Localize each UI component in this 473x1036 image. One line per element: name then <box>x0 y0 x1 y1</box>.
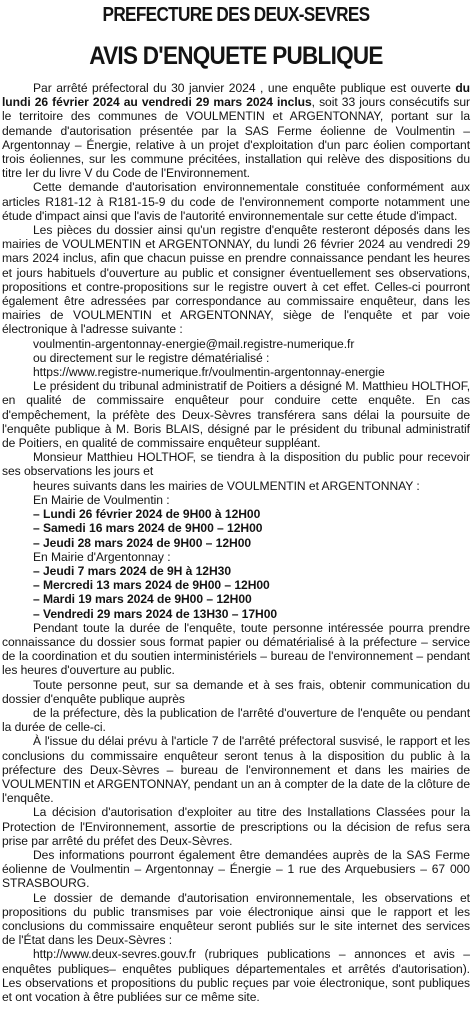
paragraph-study: Cette demande d'autorisation environnementale constituée conformément aux articles R181-12 à R181-15-9 du code de l'environnement comporte notamment une étude d'impact ainsi que l'avis de l'autorité environnementale sur cette étude d'impact. <box>2 180 470 223</box>
notice-body <box>2 81 470 1004</box>
text-segment: Par arrêté préfectoral du 30 janvier 2024 , une enquête publique est ouverte <box>33 81 456 95</box>
session-item: – Mardi 19 mars 2024 de 9H00 – 12H00 <box>33 592 252 607</box>
argentonnay-heading: En Mairie d'Argentonnay : <box>33 549 171 564</box>
session-item: – Jeudi 7 mars 2024 de 9H à 12H30 <box>33 563 232 578</box>
session-item: – Jeudi 28 mars 2024 de 9H00 – 12H00 <box>33 535 252 550</box>
permanence-continued: heures suivants dans les mairies de VOULMENTIN et ARGENTONNAY : <box>33 478 420 493</box>
paragraph-communication: Toute personne peut, sur sa demande et à ses frais, obtenir communication du dossier d'enquête publique auprès <box>2 677 470 706</box>
session-item: – Lundi 26 février 2024 de 9H00 à 12H00 <box>33 507 261 522</box>
paragraph-dossier: Les pièces du dossier ainsi qu'un registre d'enquête resteront déposés dans les mairies de VOULMENTIN et ARGENTONNAY, du lundi 26 février 2024 au vendredi 29 mars 2024 inclus, afin que chacun puisse en prendre connaissance pendant les heures et jours habituels d'ouverture au public et consigner éventuellement ses observations, propositions et contre-propositions sur le registre ouvert à cet effet. Celles-ci pourront également être adressées par correspondance au commissaire enquêteur, dans les mairies de VOULMENTIN et ARGENTONNAY, siège de l'enquête et par voie électronique à l'adresse suivante : <box>2 223 470 337</box>
notice-title: AVIS D'ENQUETE PUBLIQUE <box>89 42 383 70</box>
paragraph-permanence: Monsieur Matthieu HOLTHOF, se tiendra à la disposition du public pour recevoir ses observations les jours et <box>2 450 470 479</box>
session-item: – Samedi 16 mars 2024 de 9H00 – 12H00 <box>33 521 263 536</box>
communication-continued: de la préfecture, dès la publication de l'arrêté d'ouverture de l'enquête ou pendant la durée de celle-ci. <box>2 705 470 735</box>
paragraph-commissioner: Le président du tribunal administratif de Poitiers a désigné M. Matthieu HOLTHOF, en qualité de commissaire enquêteur pour conduire cette enquête. En cas d'empêchement, la préfète des Deux-Sèvres transférera sans délai la poursuite de l'enquête publique à M. Boris BLAIS, désigné par le président du tribunal administratif de Poitiers, en qualité de commissaire enquêteur suppléant. <box>2 379 470 451</box>
session-item: – Vendredi 29 mars 2024 de 13H30 – 17H00 <box>33 606 278 621</box>
email-address: voulmentin-argentonnay-energie@mail.registre-numerique.fr <box>33 336 355 351</box>
paragraph-publication: Le dossier de demande d'autorisation environnementale, les observations et propositions du public transmises par voie électronique ainsi que le rapport et les conclusions du commissaire enquêteur seront publiés sur le site internet des services de l'État dans les Deux-Sèvres : <box>2 890 470 948</box>
session-item: – Mercredi 13 mars 2024 de 9H00 – 12H00 <box>33 578 270 593</box>
paragraph-opening <box>2 81 470 180</box>
paragraph-consultation: Pendant toute la durée de l'enquête, toute personne intéressée pourra prendre connaissance du dossier sous format papier ou dématérialisé à la préfecture – service de la coordination et du soutien interministériels – bureau de l'environnement – pendant les heures d'ouverture au public. <box>2 620 470 678</box>
registre-url: https://www.registre-numerique.fr/voulmentin-argentonnay-energie <box>33 365 385 380</box>
text-segment: , soit 33 jours consécutifs sur le territoire des communes de VOULMENTIN et ARGENTONNAY, portant sur la demande d'autorisation présentée par la SAS Ferme éolienne de Voulmentin – Argentonnay – Énergie, relative à un projet d'exploitation d'un parc éolien comportant trois éoliennes, sur les commune précitées, installation qui relève des dispositions du titre Ier du livre V du Code de l'Environnement. <box>2 95 470 181</box>
enquiry-dates: du lundi 26 février 2024 au vendredi 29 mars 2024 inclus <box>2 81 470 110</box>
prefecture-title: PREFECTURE DES DEUX-SEVRES <box>102 4 370 26</box>
paragraph-report: À l'issue du délai prévu à l'article 7 de l'arrêté préfectoral susvisé, le rapport et les conclusions du commissaire enquêteur seront tenus à la disposition du public à la préfecture des Deux-Sèvres – bureau de l'environnement et dans les mairies de VOULMENTIN et ARGENTONNAY, pendant un an à compter de la date de la clôture de l'enquête. <box>2 734 470 806</box>
registre-intro: ou directement sur le registre dématérialisé : <box>33 350 270 365</box>
paragraph-information: Des informations pourront également être demandées auprès de la SAS Ferme éolienne de Voulmentin – Argentonnay – Énergie – 1 rue des Arquebusiers – 67 000 STRASBOURG. <box>2 847 470 891</box>
paragraph-website: http://www.deux-sevres.gouv.fr (rubriques publications – annonces et avis – enquêtes publiques– enquêtes publiques départementales et arrêtés d'autorisation). Les observations et propositions du public reçues par voie électronique, sont publiques et ont vocation à être publiées sur ce même site. <box>2 947 470 1004</box>
paragraph-decision: La décision d'autorisation d'exploiter au titre des Installations Classées pour la Protection de l'Environnement, assortie de prescriptions ou la décision de refus sera prise par arrêté du préfet des Deux-Sèvres. <box>2 805 470 848</box>
voulmentin-heading: En Mairie de Voulmentin : <box>33 492 170 507</box>
